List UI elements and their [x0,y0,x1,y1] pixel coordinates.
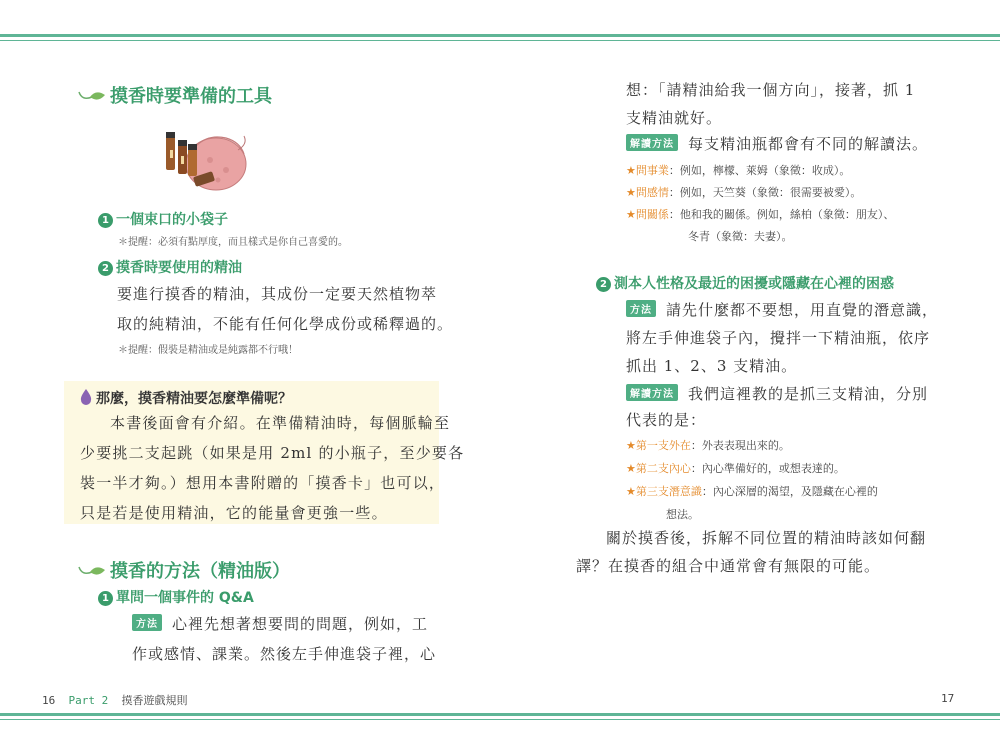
list-item: ★第三支潛意識：內心深層的渴望，及隱藏在心裡的 [626,485,878,498]
closing-line2: 譯？在摸香的組合中通常會有無限的可能。 [576,557,881,575]
oil-bag-illustration [148,124,252,196]
item2-title: 2 摸香時要使用的精油 [98,257,242,277]
list-item: ★第二支內心：內心準備好的，或想表達的。 [626,462,845,475]
item1-title: 1 一個束口的小袋子 [98,209,228,229]
leaf-icon [78,564,106,578]
drop-icon [80,389,92,405]
number-badge: 2 [98,261,113,276]
qa-title: 1 單問一個事件的 Q&A [98,587,254,607]
interp-tag: 解讀方法 [626,134,678,151]
pick-list [626,434,878,526]
tools-heading [78,82,272,108]
list-item: ★問感情：例如，天竺葵（象徵：很需要被愛）。 [626,186,862,199]
method-line1: 方法 心裡先想著想要問的問題，例如，工 [132,613,428,634]
number-badge: 1 [98,213,113,228]
top-rule-thin [0,40,1000,41]
number-badge: 2 [596,277,611,292]
sec2-line3: 抓出 1、2、3 支精油。 [626,357,798,375]
list-item-cont: 冬青（象徵：夫妻）。 [688,230,793,243]
leaf-icon [78,89,106,103]
tools-heading-text: 摸香時要準備的工具 [110,86,272,107]
list-item: ★第一支外在：外表表現出來的。 [626,439,790,452]
q-list [626,160,894,248]
interp-row: 解讀方法 每支精油瓶都會有不同的解讀法。 [626,133,928,154]
box-line: 少要挑二支起跳（如果是用 2ml 的小瓶子，至少要各 [80,444,465,462]
box-title: 那麼，摸香精油要怎麼準備呢？ [80,388,292,408]
list-item: ★問事業：例如，檸檬、萊姆（象徵：收成）。 [626,164,851,177]
method-line2: 作或感情、課業。然後左手伸進袋子裡，心 [132,645,437,663]
item2-line1: 要進行摸香的精油，其成份一定要天然植物萃 [117,285,438,303]
method-heading [78,557,290,583]
box-line: 本書後面會有介紹。在準備精油時，每個脈輪至 [110,414,451,432]
item2-line2: 取的純精油，不能有任何化學成份或稀釋過的。 [117,315,454,333]
sec2-interp-row: 解讀方法 我們這裡教的是抓三支精油，分別 [626,383,928,404]
bottom-rule-thin [0,719,1000,720]
sec2-title: 2 測本人性格及最近的困擾或隱藏在心裡的困惑 [596,273,894,293]
method-tag: 方法 [132,614,162,631]
list-item: ★問關係：他和我的關係。例如，絲柏（象徵：朋友）、 [626,208,895,221]
item2-tip: ＊提醒：假裝是精油或是純露都不行哦！ [118,345,298,356]
left-folio: 16 Part 2 摸香遊戲規則 [42,694,188,707]
sec2-interp-tag: 解讀方法 [626,384,678,401]
closing-line1: 關於摸香後，拆解不同位置的精油時該如何翻 [606,529,927,547]
right-folio: 17 [941,692,955,705]
cont-line2: 支精油就好。 [626,109,723,127]
item1-tip: ＊提醒：必須有點厚度，而且樣式是你自己喜愛的。 [118,237,348,248]
sec2-line1: 方法 請先什麼都不要想，用直覺的潛意識， [626,299,938,320]
box-line: 裝一半才夠。）想用本書附贈的「摸香卡」也可以， [80,474,446,492]
box-line: 只是若是使用精油，它的能量會更強一些。 [80,504,388,522]
list-item-cont: 想法。 [666,508,699,521]
sec2-interp-line2: 代表的是： [626,411,707,429]
box-text [80,408,464,528]
cont-line1: 想：「請精油給我一個方向」，接著，抓 1 [626,81,916,99]
sec2-line2: 將左手伸進袋子內，攪拌一下精油瓶，依序 [626,329,931,347]
number-badge: 1 [98,591,113,606]
method-heading-text: 摸香的方法（精油版） [110,561,290,582]
sec2-tag: 方法 [626,300,656,317]
bottom-rule [0,713,1000,716]
top-rule [0,34,1000,37]
